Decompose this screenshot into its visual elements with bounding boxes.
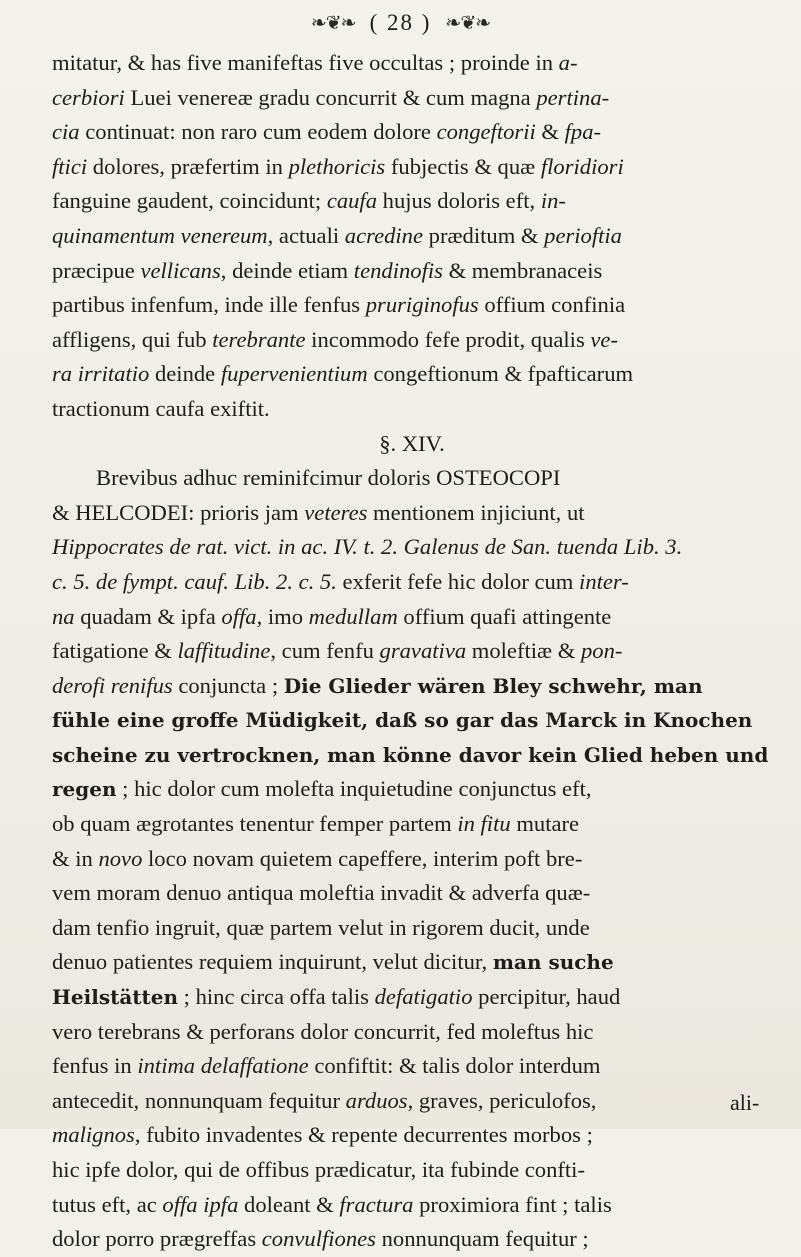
text-line — [52, 911, 772, 946]
text-run: §. XIV. — [379, 430, 445, 456]
text-run: , actuali — [267, 222, 345, 248]
italic-text: perioftia — [544, 222, 622, 248]
italic-text: novo — [98, 845, 143, 871]
italic-text: derofi renifus — [52, 672, 173, 698]
text-run: , deinde etiam — [220, 257, 354, 283]
italic-text: inter- — [579, 568, 629, 594]
text-line — [52, 876, 772, 911]
italic-text: laffitudine — [177, 638, 271, 664]
italic-text: plethoricis — [288, 153, 386, 179]
italic-text: ve- — [590, 326, 618, 352]
fraktur-text: man suche — [492, 950, 614, 975]
italic-text: gravativa — [379, 638, 467, 664]
text-run: dam tenfio ingruit, quæ partem velut in rigorem ducit, unde — [52, 914, 590, 940]
italic-text: pruriginofus — [365, 292, 479, 318]
text-run: , imo — [256, 603, 309, 629]
text-line — [52, 357, 772, 392]
text-line — [52, 254, 772, 289]
text-run: , graves, periculofos, — [407, 1087, 597, 1113]
text-run: fanguine gaudent, coincidunt; — [52, 188, 327, 214]
text-line — [52, 703, 772, 738]
page-number: ( 28 ) — [369, 10, 432, 35]
text-line — [52, 807, 772, 842]
text-run: vero terebrans & perforans dolor concurrit, fed moleftus hic — [52, 1018, 594, 1044]
italic-text: tendinofis — [353, 257, 443, 283]
text-run: antecedit, nonnunquam fequitur — [52, 1087, 346, 1113]
ornament-left-icon: ❧❦❧ — [310, 12, 356, 34]
text-line — [52, 565, 772, 600]
text-run: incommodo fefe prodit, qualis — [305, 326, 591, 352]
text-line — [52, 980, 772, 1015]
italic-text: in- — [540, 188, 566, 214]
italic-text: pon- — [581, 638, 623, 664]
italic-text: medullam — [308, 603, 398, 629]
text-line — [52, 842, 772, 877]
fraktur-text: Die Glieder wären Bley schwehr, man — [283, 673, 703, 698]
italic-text: ra irritatio — [52, 361, 150, 387]
text-line — [52, 600, 772, 635]
text-line — [52, 219, 772, 254]
italic-text: arduos — [345, 1087, 408, 1113]
text-run: , fubito invadentes & repente decurrentes morbos ; — [134, 1122, 593, 1148]
text-run: quadam & ipfa — [74, 603, 222, 629]
text-run: exferit fefe hic dolor cum — [336, 568, 580, 594]
text-line — [52, 530, 772, 565]
text-line — [52, 184, 772, 219]
fraktur-text: Heilstätten — [52, 985, 179, 1010]
text-run: affligens, qui fub — [52, 326, 213, 352]
text-line — [52, 634, 772, 669]
text-run: percipitur, haud — [472, 984, 621, 1010]
text-run: dolor porro prægreffas — [52, 1226, 262, 1252]
text-line — [52, 323, 772, 358]
italic-text: defatigatio — [374, 984, 473, 1010]
text-line — [52, 392, 772, 427]
italic-text: terebrante — [212, 326, 306, 352]
text-run: ; hinc circa offa talis — [178, 984, 375, 1010]
text-run: continuat: non raro cum eodem dolore — [79, 119, 437, 145]
text-run: conjuncta ; — [172, 672, 284, 698]
text-line — [52, 288, 772, 323]
italic-text: offa ipfa — [162, 1191, 239, 1217]
text-run: doleant & — [238, 1191, 340, 1217]
fraktur-text: scheine zu vertrocknen, man könne davor kein Glied heben und — [52, 742, 769, 767]
text-run: fatigatione & — [52, 638, 178, 664]
italic-text: ftici — [52, 153, 88, 179]
text-run: fenfus in — [52, 1053, 138, 1079]
text-run: offium quafi attingente — [397, 603, 612, 629]
italic-text: intima delaffatione — [137, 1053, 309, 1079]
italic-text: acredine — [344, 222, 424, 248]
text-run: offium confinia — [478, 292, 626, 318]
body-text — [52, 46, 772, 1257]
text-line — [52, 945, 772, 980]
text-run: proximiora fint ; talis — [413, 1191, 612, 1217]
text-line — [52, 669, 772, 704]
text-run: dolores, præfertim in — [87, 153, 289, 179]
text-line — [52, 496, 772, 531]
italic-text: c. 5. de fympt. cauf. Lib. 2. c. 5. — [52, 568, 337, 594]
italic-text: pertina- — [536, 84, 610, 110]
catchword: ali- — [730, 1090, 760, 1115]
italic-text: congeftorii — [436, 119, 536, 145]
text-run: & HELCODEI: prioris jam — [52, 499, 305, 525]
text-run: præcipue — [52, 257, 141, 283]
italic-text: offa — [221, 603, 257, 629]
italic-text: fpa- — [564, 119, 602, 145]
text-run: tutus eft, ac — [52, 1191, 163, 1217]
text-run: & — [535, 119, 565, 145]
ornament-right-icon: ❧❦❧ — [445, 12, 491, 34]
italic-text: quinamentum venereum — [52, 222, 268, 248]
text-run: ob quam ægrotantes tenentur femper partem — [52, 811, 458, 837]
text-line — [52, 1084, 772, 1119]
text-run: denuo patientes requiem inquirunt, velut dicitur, — [52, 949, 493, 975]
running-header — [0, 6, 801, 40]
text-run: vem moram denuo antiqua moleftia invadit & adverfa quæ- — [52, 880, 591, 906]
italic-text: fupervenientium — [220, 361, 368, 387]
text-line — [52, 46, 772, 81]
text-line — [52, 115, 772, 150]
text-run: Brevibus adhuc reminifcimur doloris OSTEOCOPI — [96, 465, 561, 491]
text-run: & membranaceis — [442, 257, 603, 283]
italic-text: malignos — [52, 1122, 135, 1148]
italic-text: Hippocrates de rat. vict. in ac. IV. t. 2. Galenus de San. tuenda Lib. 3. — [52, 534, 683, 560]
italic-text: veteres — [304, 499, 368, 525]
italic-text: caufa — [326, 188, 378, 214]
text-line — [52, 1222, 772, 1257]
text-run: partibus infenfum, inde ille fenfus — [52, 292, 366, 318]
text-run: mutare — [510, 811, 580, 837]
text-line — [52, 150, 772, 185]
text-run: , cum fenfu — [270, 638, 380, 664]
italic-text: na — [52, 603, 75, 629]
text-run: deinde — [149, 361, 221, 387]
text-line — [52, 1153, 772, 1188]
text-line — [52, 81, 772, 116]
text-run: nonnunquam fequitur ; — [375, 1226, 589, 1252]
italic-text: cia — [52, 119, 80, 145]
section-heading — [52, 427, 772, 462]
text-run: Luei venereæ gradu concurrit & cum magna — [124, 84, 537, 110]
text-run: moleftiæ & — [466, 638, 581, 664]
italic-text: a- — [558, 50, 578, 75]
text-line — [52, 738, 772, 773]
text-line — [52, 1118, 772, 1153]
italic-text: cerbiori — [52, 84, 125, 110]
text-run: ; hic dolor cum molefta inquietudine conjunctus eft, — [116, 776, 592, 802]
text-run: hujus doloris eft, — [377, 188, 541, 214]
italic-text: in fitu — [457, 811, 511, 837]
fraktur-text: fühle eine groffe Müdigkeit, daß so gar das Marck in Knochen — [52, 708, 753, 733]
italic-text: convulfiones — [261, 1226, 376, 1252]
text-run: fubjectis & quæ — [385, 153, 541, 179]
text-run: tractionum caufa exiftit. — [52, 395, 270, 421]
text-run: congeftionum & fpafticarum — [367, 361, 634, 387]
text-run: præditum & — [423, 222, 545, 248]
text-run: hic ipfe dolor, qui de offibus prædicatur, ita fubinde confti- — [52, 1157, 585, 1182]
text-line — [52, 461, 772, 496]
text-line — [52, 1188, 772, 1223]
text-line — [52, 1049, 772, 1084]
italic-text: fractura — [339, 1191, 414, 1217]
text-run: loco novam quietem capeffere, interim poft bre- — [142, 845, 583, 871]
fraktur-text: regen — [52, 777, 117, 802]
text-run: mitatur, & has five manifeftas five occultas ; proinde in — [52, 50, 559, 75]
text-run: confiftit: & talis dolor interdum — [308, 1053, 601, 1079]
text-run: mentionem injiciunt, ut — [367, 499, 585, 525]
italic-text: floridiori — [540, 153, 624, 179]
text-line — [52, 1015, 772, 1050]
text-line — [52, 772, 772, 807]
text-run: & in — [52, 845, 99, 871]
italic-text: vellicans — [140, 257, 221, 283]
